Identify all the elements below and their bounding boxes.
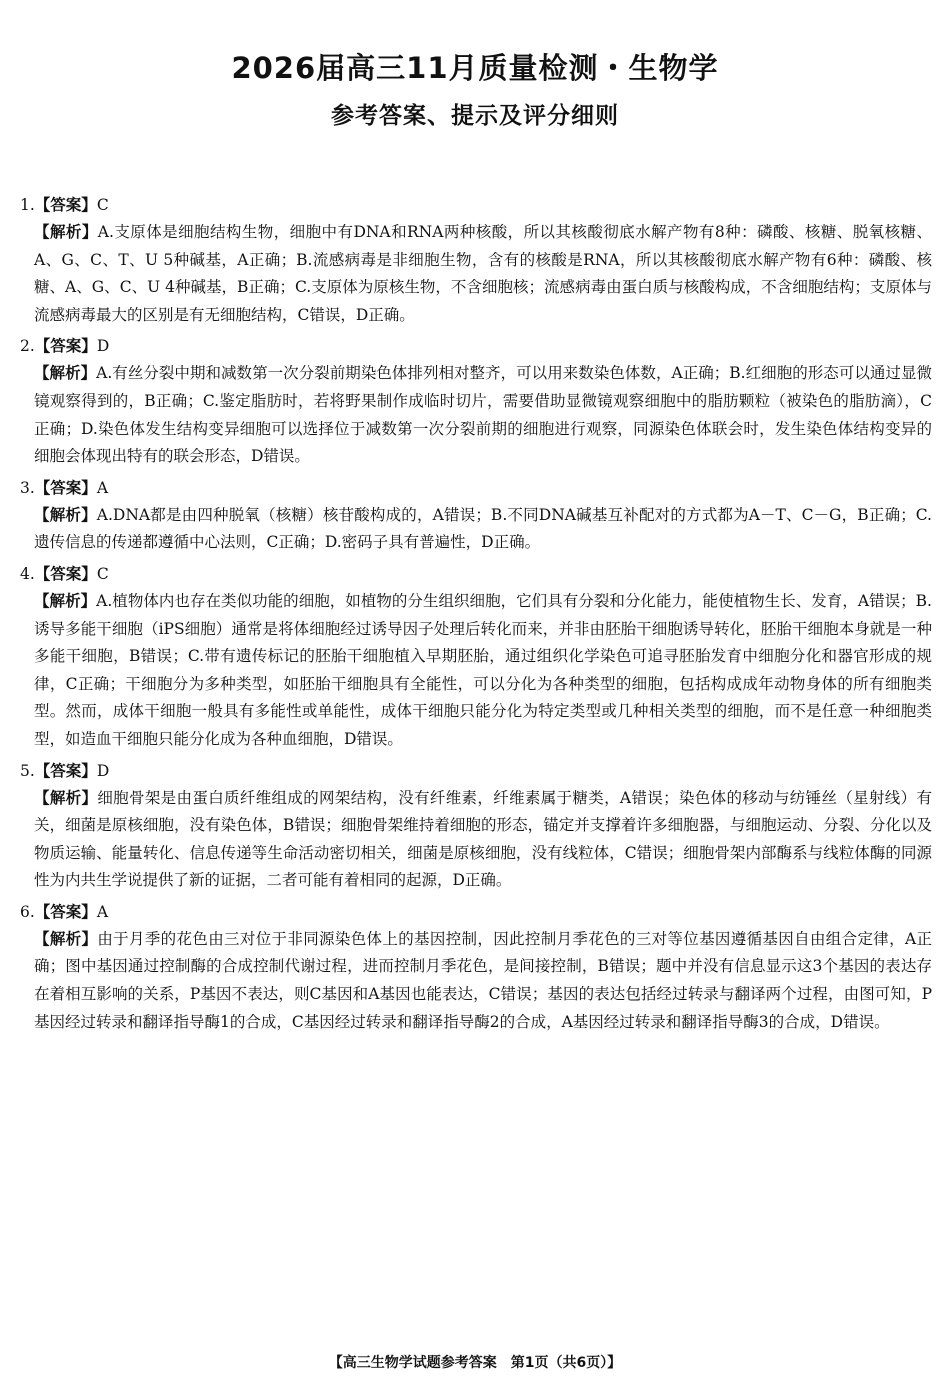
answer-value: C bbox=[96, 196, 109, 214]
page-title: 2026届高三11月质量检测・生物学 bbox=[231, 51, 719, 85]
answer-tag: 【答案】 bbox=[34, 761, 97, 780]
explanation-text: 细胞骨架是由蛋白质纤维组成的网架结构，没有纤维素，纤维素属于糖类，A错误；染色体的移动与纺锤丝（星射线）有关，细菌是原核细胞，没有染色体，B错误；细胞骨架维持着细胞的形态，锚定并支撑着许多细胞器，与细胞运动、分裂、分化以及物质运输、能量转化、信息传递等生命活动密切相关，细菌是原核细胞，没有线粒体，C错误；细胞骨架内部酶系与线粒体酶的同源性为内共生学说提供了新的证据，二者可能有着相同的起源，D正确。 bbox=[34, 788, 932, 890]
answer-line bbox=[20, 561, 932, 588]
explanation bbox=[20, 502, 932, 557]
answer-line bbox=[20, 333, 932, 360]
explanation-text: 由于月季的花色由三对位于非同源染色体上的基因控制，因此控制月季花色的三对等位基因遵循基因自由组合定律，A正确；图中基因通过控制酶的合成控制代谢过程，进而控制月季花色，是间接控制，B错误；题中并没有信息显示这3个基因的表达存在着相互影响的关系，P基因不表达，则C基因和A基因也能表达，C错误；基因的表达包括经过转录与翻译两个过程，由图可知，P基因经过转录和翻译指导酶1的合成，C基因经过转录和翻译指导酶2的合成，A基因经过转录和翻译指导酶3的合成，D错误。 bbox=[34, 929, 932, 1031]
question-5 bbox=[20, 758, 932, 895]
explanation-tag: 【解析】 bbox=[34, 591, 97, 610]
question-number: 6. bbox=[20, 902, 35, 921]
answer-value: D bbox=[96, 337, 110, 356]
explanation-text: A.支原体是细胞结构生物，细胞中有DNA和RNA两种核酸，所以其核酸彻底水解产物有8种：磷酸、核糖、脱氧核糖、A、G、C、T、U 5种碱基，A正确；B.流感病毒是非细胞生物，含有的核酸是RNA，所以其核酸彻底水解产物有6种：磷酸、核糖、A、G、C、U 4种碱基，B正确；C.支原体为原核生物，不含细胞核；流感病毒由蛋白质与核酸构成，不含细胞结构；支原体与流感病毒最大的区别是有无细胞结构，C错误，D正确。 bbox=[34, 223, 932, 324]
explanation-tag: 【解析】 bbox=[34, 364, 97, 383]
question-number: 1. bbox=[20, 196, 35, 214]
question-number: 2. bbox=[20, 337, 35, 356]
explanation-text: A.有丝分裂中期和减数第一次分裂前期染色体排列相对整齐，可以用来数染色体数，A正确；B.红细胞的形态可以通过显微镜观察得到的，B正确；C.鉴定脂肪时，若将野果制作成临时切片，需要借助显微镜观察细胞中的脂肪颗粒（被染色的脂肪滴），C正确；D.染色体发生结构变异细胞可以选择位于减数第一次分裂前期的细胞进行观察，同源染色体联会时，发生染色体结构变异的细胞会体现出特有的联会形态，D错误。 bbox=[34, 364, 932, 466]
question-1 bbox=[20, 192, 932, 329]
explanation bbox=[20, 926, 932, 1036]
explanation bbox=[20, 219, 932, 329]
answer-tag: 【答案】 bbox=[34, 902, 97, 921]
answer-value: A bbox=[96, 478, 109, 497]
question-6 bbox=[20, 899, 932, 1036]
question-3 bbox=[20, 475, 932, 557]
page-footer: 【高三生物学试题参考答案 第1页（共6页）】 bbox=[328, 1355, 622, 1371]
answer-tag: 【答案】 bbox=[34, 564, 97, 583]
answer-line bbox=[20, 475, 932, 502]
question-number: 3. bbox=[20, 478, 35, 497]
answer-value: A bbox=[96, 902, 109, 921]
question-number: 4. bbox=[20, 564, 35, 583]
explanation bbox=[20, 588, 932, 754]
answer-value: D bbox=[96, 761, 110, 780]
page-subtitle: 参考答案、提示及评分细则 bbox=[331, 103, 619, 129]
answer-tag: 【答案】 bbox=[34, 196, 97, 214]
explanation-tag: 【解析】 bbox=[34, 929, 98, 948]
explanation bbox=[20, 785, 932, 895]
explanation-tag: 【解析】 bbox=[34, 788, 98, 807]
explanation-text: A.DNA都是由四种脱氧（核糖）核苷酸构成的，A错误；B.不同DNA碱基互补配对的方式都为A－T、C－G，B正确；C.遗传信息的传递都遵循中心法则，C正确；D.密码子具有普遍性，D正确。 bbox=[34, 505, 932, 552]
answer-list bbox=[20, 192, 932, 1040]
answer-value: C bbox=[96, 564, 109, 583]
answer-tag: 【答案】 bbox=[34, 478, 97, 497]
answer-line bbox=[20, 899, 932, 926]
answer-line bbox=[20, 758, 932, 785]
explanation bbox=[20, 360, 932, 470]
question-4 bbox=[20, 561, 932, 754]
question-number: 5. bbox=[20, 761, 35, 780]
explanation-text: A.植物体内也存在类似功能的细胞，如植物的分生组织细胞，它们具有分裂和分化能力，能使植物生长、发育，A错误；B.诱导多能干细胞（iPS细胞）通常是将体细胞经过诱导因子处理后转化而来，并非由胚胎干细胞诱导转化，胚胎干细胞本身就是一种多能干细胞，B错误；C.带有遗传标记的胚胎干细胞植入早期胚胎，通过组织化学染色可追寻胚胎发育中细胞分化和器官形成的规律，C正确；干细胞分为多种类型，如胚胎干细胞具有全能性，可以分化为各种类型的细胞，包括构成成年动物身体的所有细胞类型。然而，成体干细胞一般具有多能性或单能性，成体干细胞只能分化为特定类型或几种相关类型的细胞，而不是任意一种细胞类型，如造血干细胞只能分化成为各种血细胞，D错误。 bbox=[34, 591, 932, 748]
answer-tag: 【答案】 bbox=[34, 337, 97, 356]
answer-line bbox=[20, 192, 932, 219]
explanation-tag: 【解析】 bbox=[34, 223, 98, 241]
explanation-tag: 【解析】 bbox=[34, 505, 97, 524]
question-2 bbox=[20, 333, 932, 470]
